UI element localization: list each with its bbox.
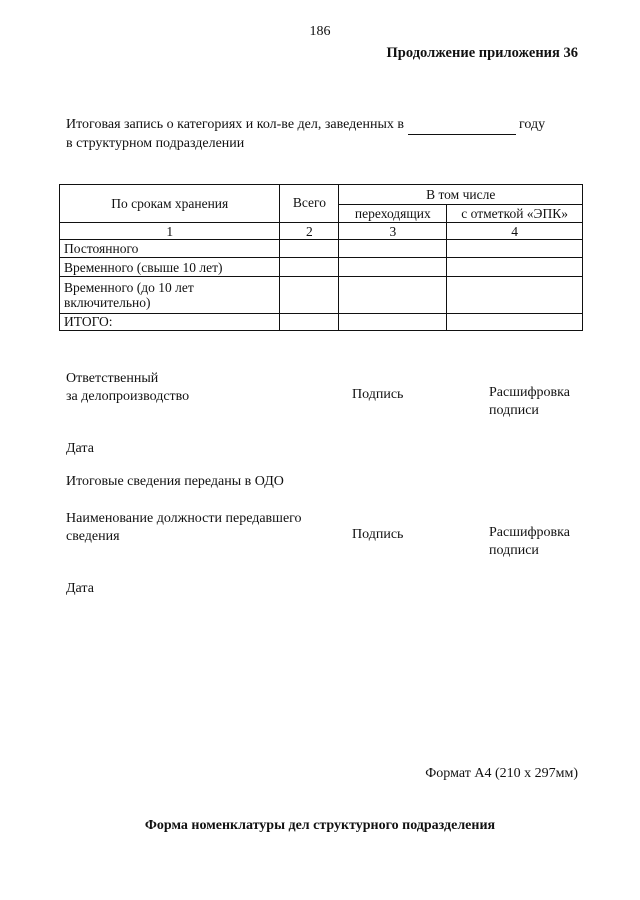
format-note: Формат А4 (210 х 297мм)	[425, 766, 578, 781]
summary-text-end: году	[515, 117, 546, 132]
column-number-1: 1	[60, 223, 280, 240]
table-cell	[447, 276, 583, 313]
summary-heading	[66, 116, 586, 153]
column-number-4: 4	[447, 223, 583, 240]
row-label-line: включительно)	[64, 294, 151, 310]
position-line: сведения	[66, 529, 120, 544]
table-cell	[447, 240, 583, 258]
decoding-line: подписи	[489, 543, 539, 558]
row-label-total: ИТОГО:	[60, 313, 280, 330]
summary-text-start: Итоговая запись о категориях и кол-ве дел, заведенных в	[66, 117, 408, 132]
column-number-2: 2	[280, 223, 339, 240]
decoding-line: Расшифровка	[489, 525, 570, 540]
row-label-temporary-over-10: Временного (свыше 10 лет)	[60, 258, 280, 276]
header-total: Всего	[280, 185, 339, 223]
table-row	[60, 258, 583, 276]
decoding-line: подписи	[489, 403, 539, 418]
signature-decoding-label	[489, 524, 570, 560]
summary-subdivision-text: в структурном подразделении	[66, 136, 245, 151]
transferring-position-label	[66, 510, 302, 546]
year-blank-line	[408, 116, 516, 135]
responsible-line: Ответственный	[66, 371, 159, 386]
responsible-label	[66, 370, 189, 406]
table-cell	[280, 276, 339, 313]
summary-table	[59, 184, 583, 331]
table-cell	[339, 313, 447, 330]
row-label-temporary-up-to-10	[60, 276, 280, 313]
header-including: В том числе	[339, 185, 583, 205]
table-cell	[339, 258, 447, 276]
row-label-permanent: Постоянного	[60, 240, 280, 258]
header-transitional: переходящих	[339, 205, 447, 223]
signature-label: Подпись	[352, 527, 404, 542]
table-row	[60, 313, 583, 330]
column-number-3: 3	[339, 223, 447, 240]
signature-decoding-label	[489, 384, 570, 420]
position-line: Наименование должности передавшего	[66, 511, 302, 526]
transfer-note: Итоговые сведения переданы в ОДО	[66, 474, 284, 489]
table-cell	[339, 276, 447, 313]
page-number: 186	[309, 24, 331, 39]
table-cell	[280, 313, 339, 330]
table-cell	[447, 313, 583, 330]
header-storage-term: По срокам хранения	[60, 185, 280, 223]
date-label: Дата	[66, 441, 94, 456]
table-cell	[339, 240, 447, 258]
table-cell	[280, 258, 339, 276]
header-epk: с отметкой «ЭПК»	[447, 205, 583, 223]
table-cell	[447, 258, 583, 276]
table-row	[60, 276, 583, 313]
table-row	[60, 240, 583, 258]
appendix-continuation: Продолжение приложения 36	[386, 45, 578, 61]
date-label: Дата	[66, 581, 94, 596]
form-title: Форма номенклатуры дел структурного подразделения	[144, 818, 496, 833]
table-cell	[280, 240, 339, 258]
decoding-line: Расшифровка	[489, 385, 570, 400]
row-label-line: Временного (до 10 лет	[64, 279, 194, 295]
responsible-line: за делопроизводство	[66, 389, 190, 404]
signature-label: Подпись	[352, 387, 404, 402]
